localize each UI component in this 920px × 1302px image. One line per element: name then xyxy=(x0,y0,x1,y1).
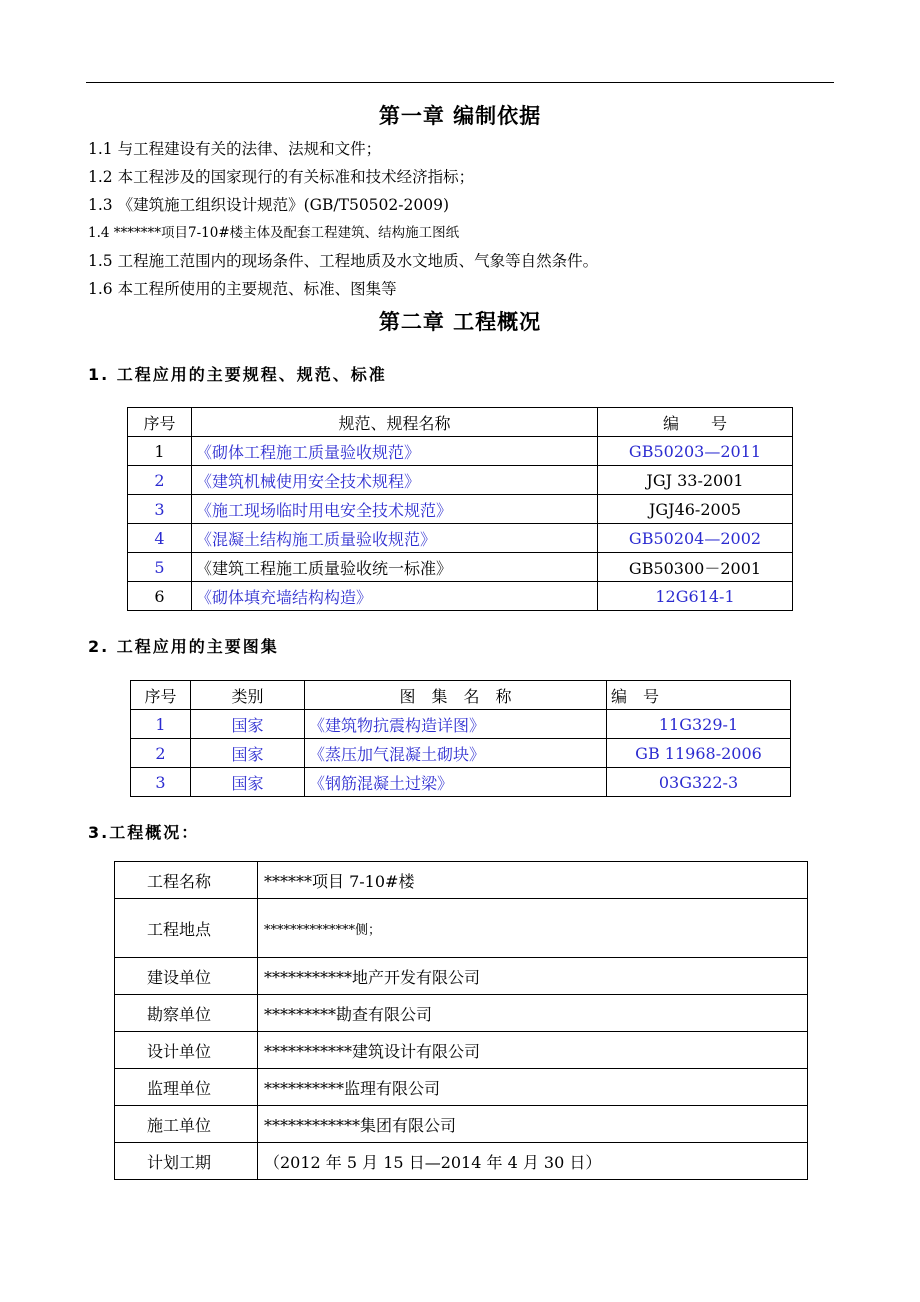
row-name: 《蒸压加气混凝土砌块》 xyxy=(305,739,607,768)
table-row xyxy=(115,1069,808,1106)
table-header-row xyxy=(131,681,791,710)
col-header-code: 编 号 xyxy=(598,408,793,437)
header-rule xyxy=(86,82,834,83)
col-header-type: 类别 xyxy=(191,681,305,710)
col-header-name: 图 集 名 称 xyxy=(305,681,607,710)
row-no: 5 xyxy=(128,553,192,582)
section-2-title: 2. 工程应用的主要图集 xyxy=(88,637,279,656)
row-value: ***********建筑设计有限公司 xyxy=(258,1032,808,1069)
basis-item-1: 1.1 与工程建设有关的法律、法规和文件； xyxy=(88,140,382,158)
basis-item-3: 1.3 《建筑施工组织设计规范》(GB/T50502-2009) xyxy=(88,196,449,214)
row-code: GB50300－2001 xyxy=(598,553,793,582)
table-row xyxy=(115,995,808,1032)
row-name: 《建筑物抗震构造详图》 xyxy=(305,710,607,739)
row-key: 工程名称 xyxy=(115,862,258,899)
row-key: 勘察单位 xyxy=(115,995,258,1032)
row-name: 《砌体工程施工质量验收规范》 xyxy=(192,437,598,466)
row-key: 监理单位 xyxy=(115,1069,258,1106)
row-name: 《建筑机械使用安全技术规程》 xyxy=(192,466,598,495)
row-value: **************侧； xyxy=(258,899,808,958)
row-key: 建设单位 xyxy=(115,958,258,995)
row-no: 2 xyxy=(131,739,191,768)
row-code: 11G329-1 xyxy=(607,710,791,739)
row-name: 《砌体填充墙结构构造》 xyxy=(192,582,598,611)
table-row xyxy=(115,1106,808,1143)
table-row xyxy=(115,958,808,995)
table-row xyxy=(115,862,808,899)
row-value: （2012 年 5 月 15 日—2014 年 4 月 30 日） xyxy=(258,1143,808,1180)
row-name: 《施工现场临时用电安全技术规范》 xyxy=(192,495,598,524)
row-no: 6 xyxy=(128,582,192,611)
row-code: JGJ46-2005 xyxy=(598,495,793,524)
row-code: GB50204—2002 xyxy=(598,524,793,553)
row-code: 03G322-3 xyxy=(607,768,791,797)
section-1-title: 1. 工程应用的主要规程、规范、标准 xyxy=(88,365,387,384)
row-no: 1 xyxy=(128,437,192,466)
table-row xyxy=(115,1032,808,1069)
table-row xyxy=(128,437,793,466)
row-type: 国家 xyxy=(191,768,305,797)
section-3-title: 3.工程概况： xyxy=(88,823,200,842)
row-value: ************集团有限公司 xyxy=(258,1106,808,1143)
row-value: ***********地产开发有限公司 xyxy=(258,958,808,995)
row-key: 工程地点 xyxy=(115,899,258,958)
table-row xyxy=(128,582,793,611)
row-key: 施工单位 xyxy=(115,1106,258,1143)
row-no: 3 xyxy=(128,495,192,524)
table-header-row xyxy=(128,408,793,437)
row-code: JGJ 33-2001 xyxy=(598,466,793,495)
row-no: 2 xyxy=(128,466,192,495)
row-name: 《钢筋混凝土过梁》 xyxy=(305,768,607,797)
table-row xyxy=(131,768,791,797)
row-no: 3 xyxy=(131,768,191,797)
row-type: 国家 xyxy=(191,710,305,739)
row-key: 设计单位 xyxy=(115,1032,258,1069)
basis-item-6: 1.6 本工程所使用的主要规范、标准、图集等 xyxy=(88,280,397,298)
table-row xyxy=(131,710,791,739)
row-value: *********勘查有限公司 xyxy=(258,995,808,1032)
row-key: 计划工期 xyxy=(115,1143,258,1180)
standards-table xyxy=(127,407,793,611)
chapter-1-title: 第一章 编制依据 xyxy=(378,104,542,128)
basis-item-5: 1.5 工程施工范围内的现场条件、工程地质及水文地质、气象等自然条件。 xyxy=(88,252,599,270)
basis-item-2: 1.2 本工程涉及的国家现行的有关标准和技术经济指标； xyxy=(88,168,475,186)
row-no: 1 xyxy=(131,710,191,739)
col-header-name: 规范、规程名称 xyxy=(192,408,598,437)
basis-item-4: 1.4 *******项目7-10#楼主体及配套工程建筑、结构施工图纸 xyxy=(88,225,460,241)
table-row xyxy=(115,1143,808,1180)
row-name: 《混凝土结构施工质量验收规范》 xyxy=(192,524,598,553)
row-name: 《建筑工程施工质量验收统一标准》 xyxy=(192,553,598,582)
table-row xyxy=(128,466,793,495)
table-row xyxy=(128,553,793,582)
row-code: GB 11968-2006 xyxy=(607,739,791,768)
atlas-table xyxy=(130,680,791,797)
table-row xyxy=(128,524,793,553)
chapter-2-title: 第二章 工程概况 xyxy=(378,310,542,334)
row-code: 12G614-1 xyxy=(598,582,793,611)
table-row xyxy=(128,495,793,524)
col-header-no: 序号 xyxy=(128,408,192,437)
col-header-code: 编 号 xyxy=(607,681,791,710)
table-row xyxy=(131,739,791,768)
table-row xyxy=(115,899,808,958)
row-type: 国家 xyxy=(191,739,305,768)
row-no: 4 xyxy=(128,524,192,553)
row-value: **********监理有限公司 xyxy=(258,1069,808,1106)
project-overview-table xyxy=(114,861,808,1180)
row-value: ******项目 7-10#楼 xyxy=(258,862,808,899)
row-code: GB50203—2011 xyxy=(598,437,793,466)
col-header-no: 序号 xyxy=(131,681,191,710)
